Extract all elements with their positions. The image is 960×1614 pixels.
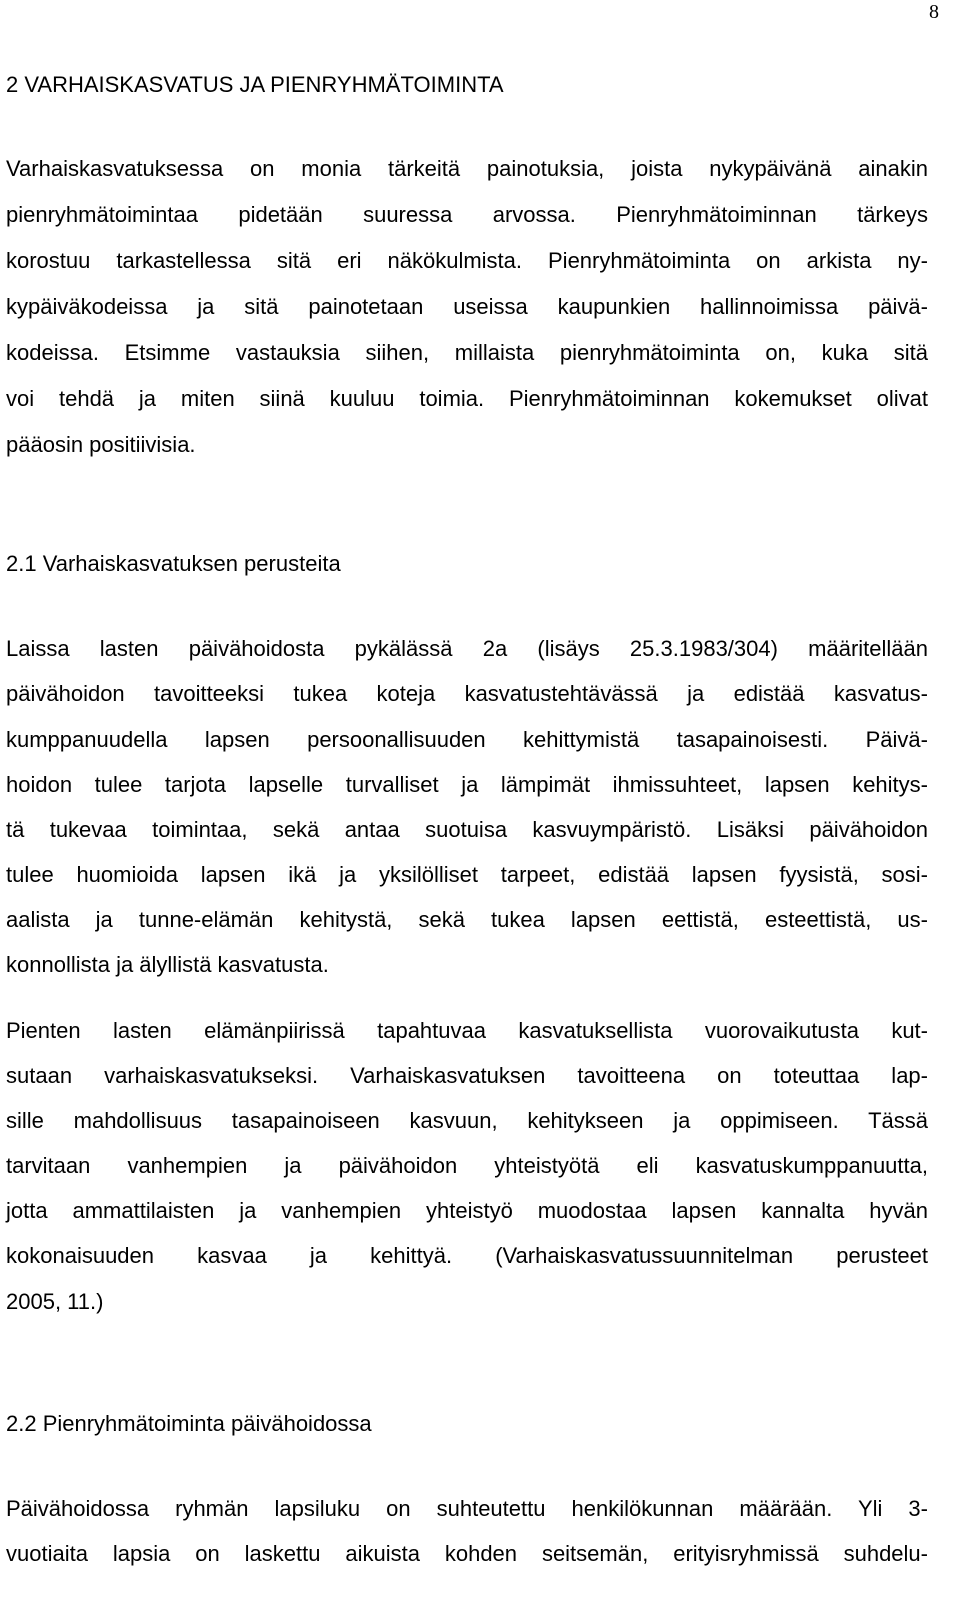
text-line: päivähoidon tavoitteeksi tukea koteja kasvatustehtävässä ja edistää kasvatus- xyxy=(6,681,928,706)
text-line: kypäiväkodeissa ja sitä painotetaan useissa kaupunkien hallinnoimissa päivä- xyxy=(6,294,928,319)
text-line: vuotiaita lapsia on laskettu aikuista kohden seitsemän, erityisryhmissä suhdelu- xyxy=(6,1541,928,1566)
text-line: konnollista ja älyllistä kasvatusta. xyxy=(6,952,329,977)
text-line: Pienten lasten elämänpiirissä tapahtuvaa kasvatuksellista vuorovaikutusta kut- xyxy=(6,1018,928,1043)
text-line: pienryhmätoimintaa pidetään suuressa arvossa. Pienryhmätoiminnan tärkeys xyxy=(6,202,928,227)
text-line: jotta ammattilaisten ja vanhempien yhteistyö muodostaa lapsen kannalta hyvän xyxy=(6,1198,928,1223)
text-line: tarvitaan vanhempien ja päivähoidon yhteistyötä eli kasvatuskumppanuutta, xyxy=(6,1153,928,1178)
text-line: hoidon tulee tarjota lapselle turvalliset ja lämpimät ihmissuhteet, lapsen kehitys- xyxy=(6,772,928,797)
text-line: korostuu tarkastellessa sitä eri näkökulmista. Pienryhmätoiminta on arkista ny- xyxy=(6,248,928,273)
text-line: voi tehdä ja miten siinä kuuluu toimia. Pienryhmätoiminnan kokemukset olivat xyxy=(6,386,928,411)
text-line: kumppanuudella lapsen persoonallisuuden kehittymistä tasapainoisesti. Päivä- xyxy=(6,727,928,752)
text-line: Laissa lasten päivähoidosta pykälässä 2a (lisäys 25.3.1983/304) määritellään xyxy=(6,636,928,661)
text-line: 2005, 11.) xyxy=(6,1289,104,1314)
text-line: Päivähoidossa ryhmän lapsiluku on suhteutettu henkilökunnan määrään. Yli 3- xyxy=(6,1496,928,1521)
text-line: pääosin positiivisia. xyxy=(6,432,196,457)
text-line: sille mahdollisuus tasapainoiseen kasvuun, kehitykseen ja oppimiseen. Tässä xyxy=(6,1108,928,1133)
section-heading: 2.2 Pienryhmätoiminta päivähoidossa xyxy=(6,1411,372,1436)
page-number: 8 xyxy=(929,1,939,23)
text-line: tä tukevaa toimintaa, sekä antaa suotuisa kasvuympäristö. Lisäksi päivähoidon xyxy=(6,817,928,842)
text-line: kokonaisuuden kasvaa ja kehittyä. (Varhaiskasvatussuunnitelman perusteet xyxy=(6,1243,928,1268)
text-line: tulee huomioida lapsen ikä ja yksilölliset tarpeet, edistää lapsen fyysistä, sosi- xyxy=(6,862,928,887)
text-line: kodeissa. Etsimme vastauksia siihen, millaista pienryhmätoiminta on, kuka sitä xyxy=(6,340,928,365)
text-line: Varhaiskasvatuksessa on monia tärkeitä painotuksia, joista nykypäivänä ainakin xyxy=(6,156,928,181)
section-heading: 2.1 Varhaiskasvatuksen perusteita xyxy=(6,551,341,576)
chapter-heading: 2 VARHAISKASVATUS JA PIENRYHMÄTOIMINTA xyxy=(6,72,504,97)
text-line: aalista ja tunne-elämän kehitystä, sekä tukea lapsen eettistä, esteettistä, us- xyxy=(6,907,928,932)
text-line: sutaan varhaiskasvatukseksi. Varhaiskasvatuksen tavoitteena on toteuttaa lap- xyxy=(6,1063,928,1088)
